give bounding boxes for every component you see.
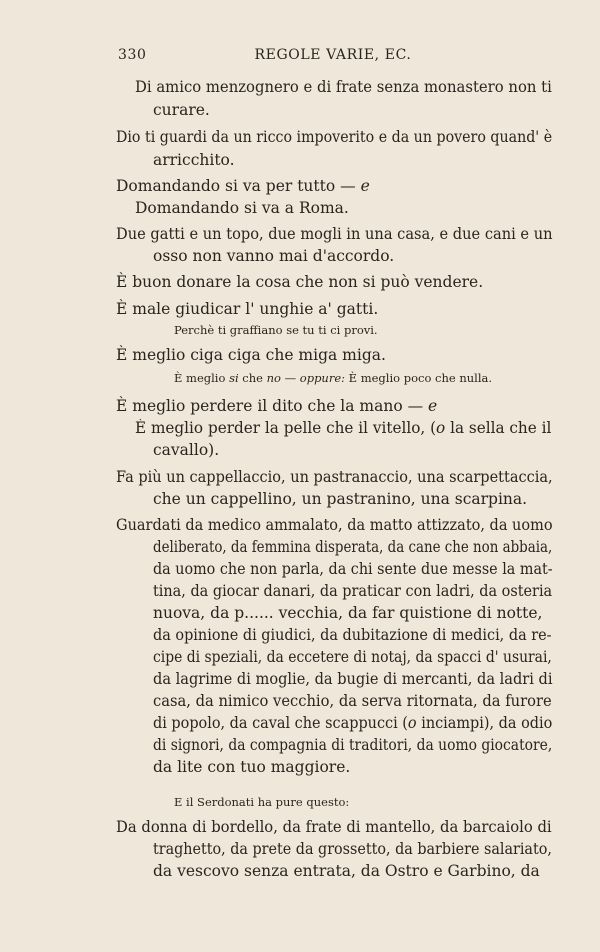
text-line: curare. <box>153 101 210 119</box>
text-line: tina, da giocar danari, da praticar con ladri, da osteria <box>153 582 553 600</box>
text-line: È meglio perder la pelle che il vitello, (o la sella che il <box>135 419 552 437</box>
text-line: Domandando si va a Roma. <box>135 199 349 217</box>
text-line: cavallo). <box>153 441 220 459</box>
text-line: da uomo che non parla, da chi sente due messe la mat- <box>153 560 553 578</box>
text-line: da vescovo senza entrata, da Ostro e Garbino, da <box>153 862 540 880</box>
text-line: Due gatti e un topo, due mogli in una casa, e due cani e un <box>116 225 553 243</box>
text-line: Dio ti guardi da un ricco impoverito e da un povero quand' è <box>116 128 553 146</box>
text-line: di signori, da compagnia di traditori, da uomo giocatore, <box>153 736 553 754</box>
text-line: Da donna di bordello, da frate di mantello, da barcaiolo di <box>116 818 552 836</box>
running-title: REGOLE VARIE, EC. <box>254 47 412 63</box>
text-line: Fa più un cappellaccio, un pastranaccio, una scarpettaccia, <box>116 468 553 486</box>
text-line: che un cappellino, un pastranino, una scarpina. <box>153 490 528 508</box>
text-line: arricchito. <box>153 151 235 169</box>
text-line: deliberato, da femmina disperata, da cane che non abbaia, <box>153 538 553 556</box>
text-line: da lagrime di moglie, da bugie di mercanti, da ladri di <box>153 670 553 688</box>
text-line: nuova, da p...... vecchia, da far quistione di notte, <box>153 604 543 622</box>
note-line: E il Serdonati ha pure questo: <box>174 795 350 809</box>
text-line: cipe di speziali, da eccetere di notaj, da spacci d' usurai, <box>153 648 552 666</box>
text-line: casa, da nimico vecchio, da serva ritornata, da furore <box>153 692 552 710</box>
text-line: Guardati da medico ammalato, da matto attizzato, da uomo <box>116 516 553 534</box>
note-line: Perchè ti graffiano se tu ti ci provi. <box>174 323 378 337</box>
text-line: Domandando si va per tutto — e <box>116 177 370 195</box>
text-line: da lite con tuo maggiore. <box>153 758 351 776</box>
text-line: da opinione di giudici, da dubitazione di medici, da re- <box>153 626 552 644</box>
running-header <box>118 47 548 69</box>
text-line: È meglio perdere il dito che la mano — e <box>116 397 438 415</box>
text-line: traghetto, da prete da grossetto, da barbiere salariato, <box>153 840 552 858</box>
page-number: 330 <box>118 47 147 63</box>
text-line: di popolo, da caval che scappucci (o inciampi), da odio <box>153 714 553 732</box>
text-line: Di amico menzognero e di frate senza monastero non ti <box>135 78 552 96</box>
text-line: È meglio ciga ciga che miga miga. <box>116 346 386 364</box>
text-line: È buon donare la cosa che non si può vendere. <box>116 273 484 291</box>
note-line: È meglio si che no — oppure: È meglio poco che nulla. <box>174 371 493 385</box>
text-line: È male giudicar l' unghie a' gatti. <box>116 300 379 318</box>
text-line: osso non vanno mai d'accordo. <box>153 247 395 265</box>
